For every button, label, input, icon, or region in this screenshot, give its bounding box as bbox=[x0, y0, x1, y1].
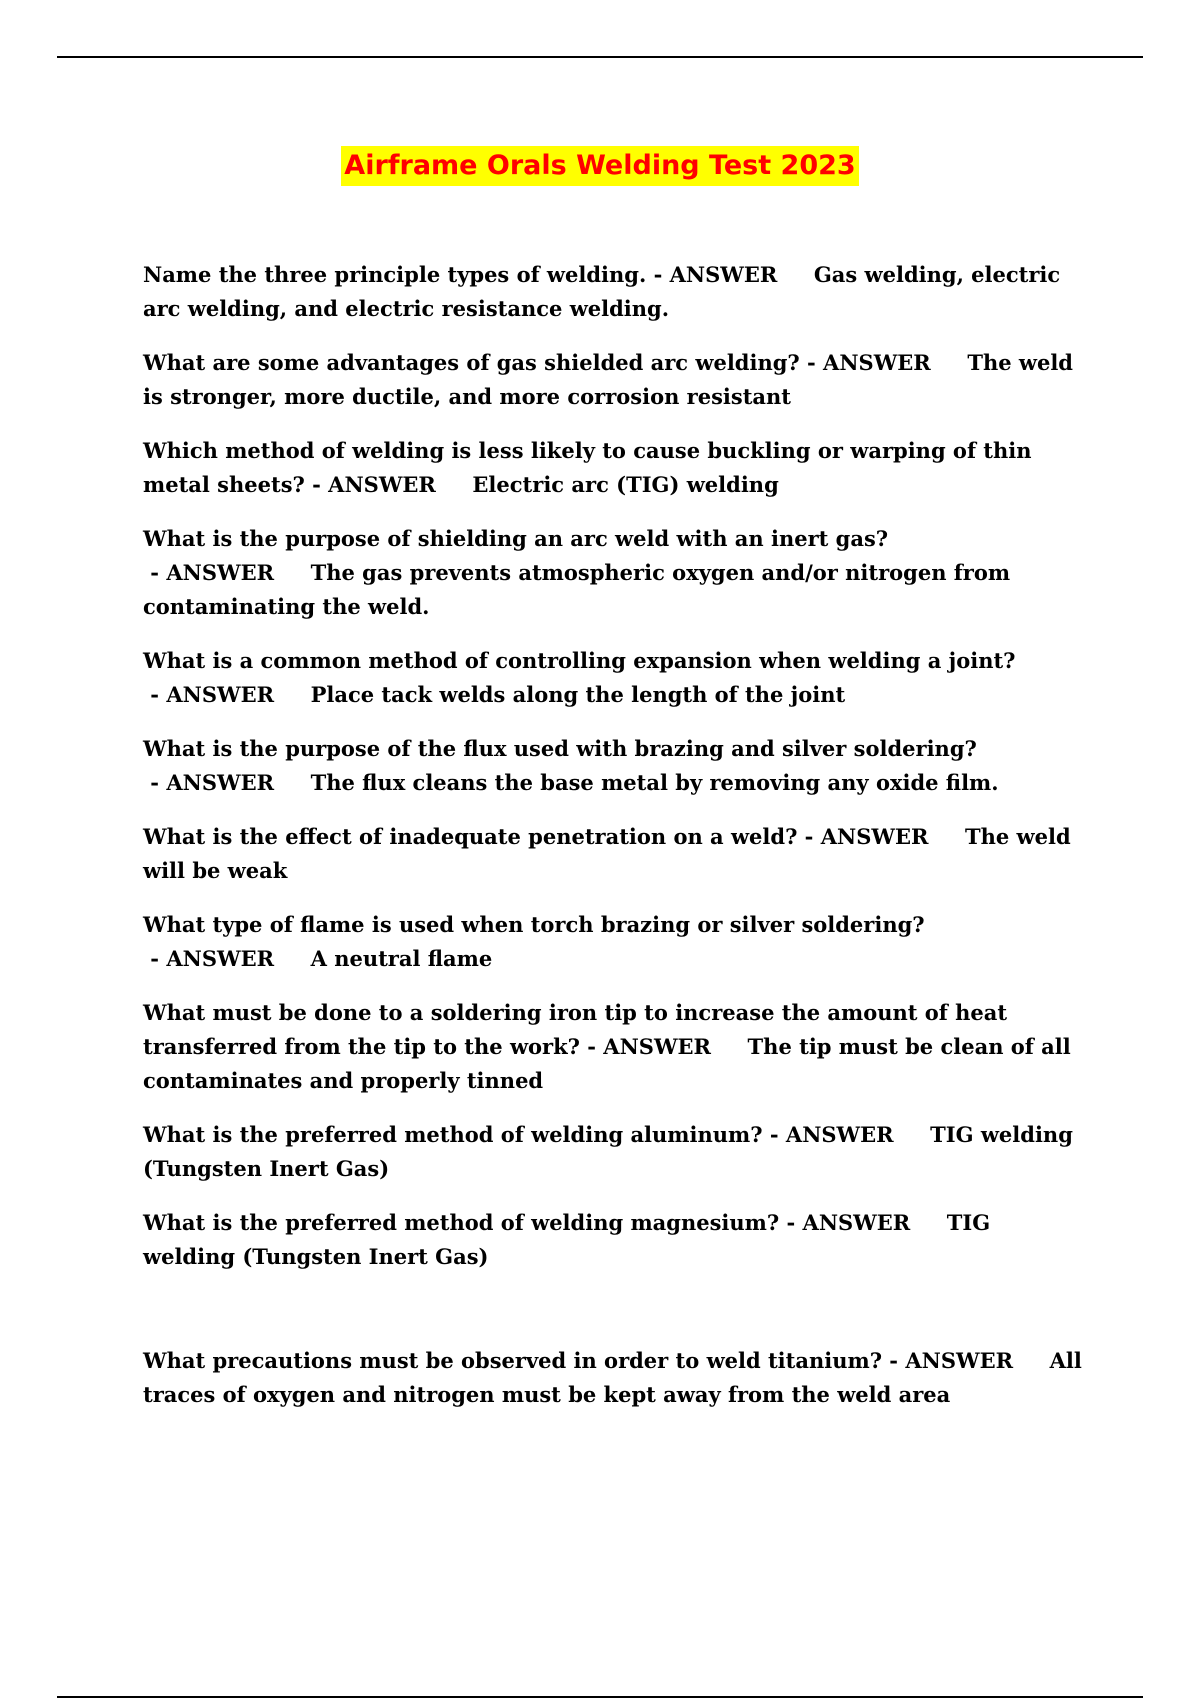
qa-item bbox=[143, 346, 1083, 414]
answer-text: The weld is stronger, more ductile, and more corrosion resistant bbox=[143, 350, 1073, 409]
answer-text: Gas welding, electric arc welding, and electric resistance welding. bbox=[143, 262, 1061, 321]
question-text: What is the purpose of the flux used with brazing and silver soldering? bbox=[143, 736, 977, 761]
question-text: What is the preferred method of welding aluminum? bbox=[143, 1122, 763, 1147]
answer-separator: - ANSWER bbox=[799, 350, 968, 375]
answer-separator: - ANSWER bbox=[797, 824, 965, 849]
question-text: What precautions must be observed in order to weld titanium? bbox=[143, 1348, 882, 1373]
answer-separator: - ANSWER bbox=[779, 1210, 947, 1235]
question-text: What type of flame is used when torch brazing or silver soldering? bbox=[143, 912, 925, 937]
qa-item bbox=[143, 996, 1083, 1098]
qa-item bbox=[143, 1344, 1083, 1412]
qa-list bbox=[143, 258, 1083, 1432]
question-text: What is the preferred method of welding magnesium? bbox=[143, 1210, 780, 1235]
answer-text: The flux cleans the base metal by removing any oxide film. bbox=[310, 770, 999, 795]
qa-item bbox=[143, 820, 1083, 888]
answer-text: The tip must be clean of all contaminates and properly tinned bbox=[143, 1034, 1071, 1093]
qa-item bbox=[143, 644, 1083, 712]
answer-separator: - ANSWER bbox=[882, 1348, 1050, 1373]
question-text: What is a common method of controlling expansion when welding a joint? bbox=[143, 648, 1016, 673]
answer-separator: - ANSWER bbox=[143, 770, 311, 795]
qa-item bbox=[143, 258, 1083, 326]
answer-text: A neutral flame bbox=[310, 946, 493, 971]
question-text: What is the effect of inadequate penetration on a weld? bbox=[143, 824, 798, 849]
top-rule bbox=[57, 56, 1143, 58]
qa-item bbox=[143, 1118, 1083, 1186]
question-text: What must be done to a soldering iron tip to increase the amount of heat transferred from the tip to the work? bbox=[143, 1000, 1008, 1059]
qa-item bbox=[143, 732, 1083, 800]
question-text: Which method of welding is less likely to cause buckling or warping of thin metal sheets? bbox=[143, 438, 1032, 497]
answer-text: TIG welding (Tungsten Inert Gas) bbox=[143, 1210, 991, 1269]
answer-separator: - ANSWER bbox=[762, 1122, 931, 1147]
answer-text: The gas prevents atmospheric oxygen and/or nitrogen from contaminating the weld. bbox=[143, 560, 1011, 619]
title-container bbox=[0, 146, 1200, 186]
answer-text: Place tack welds along the length of the joint bbox=[310, 682, 846, 707]
answer-separator: - ANSWER bbox=[646, 262, 814, 287]
qa-item bbox=[143, 1206, 1083, 1274]
answer-text: The weld will be weak bbox=[143, 824, 1071, 883]
page-title: Airframe Orals Welding Test 2023 bbox=[341, 146, 858, 186]
answer-text: Electric arc (TIG) welding bbox=[472, 472, 779, 497]
answer-separator: - ANSWER bbox=[579, 1034, 748, 1059]
answer-text: TIG welding (Tungsten Inert Gas) bbox=[143, 1122, 1073, 1181]
answer-separator: - ANSWER bbox=[143, 682, 311, 707]
answer-separator: - ANSWER bbox=[143, 560, 311, 585]
answer-text: All traces of oxygen and nitrogen must be kept away from the weld area bbox=[143, 1348, 1082, 1407]
bottom-rule bbox=[57, 1696, 1143, 1698]
answer-separator: - ANSWER bbox=[304, 472, 473, 497]
qa-item bbox=[143, 434, 1083, 502]
question-text: What is the purpose of shielding an arc weld with an inert gas? bbox=[143, 526, 889, 551]
question-text: Name the three principle types of welding. bbox=[143, 262, 647, 287]
answer-separator: - ANSWER bbox=[143, 946, 311, 971]
qa-item bbox=[143, 522, 1083, 624]
qa-item bbox=[143, 908, 1083, 976]
question-text: What are some advantages of gas shielded arc welding? bbox=[143, 350, 800, 375]
